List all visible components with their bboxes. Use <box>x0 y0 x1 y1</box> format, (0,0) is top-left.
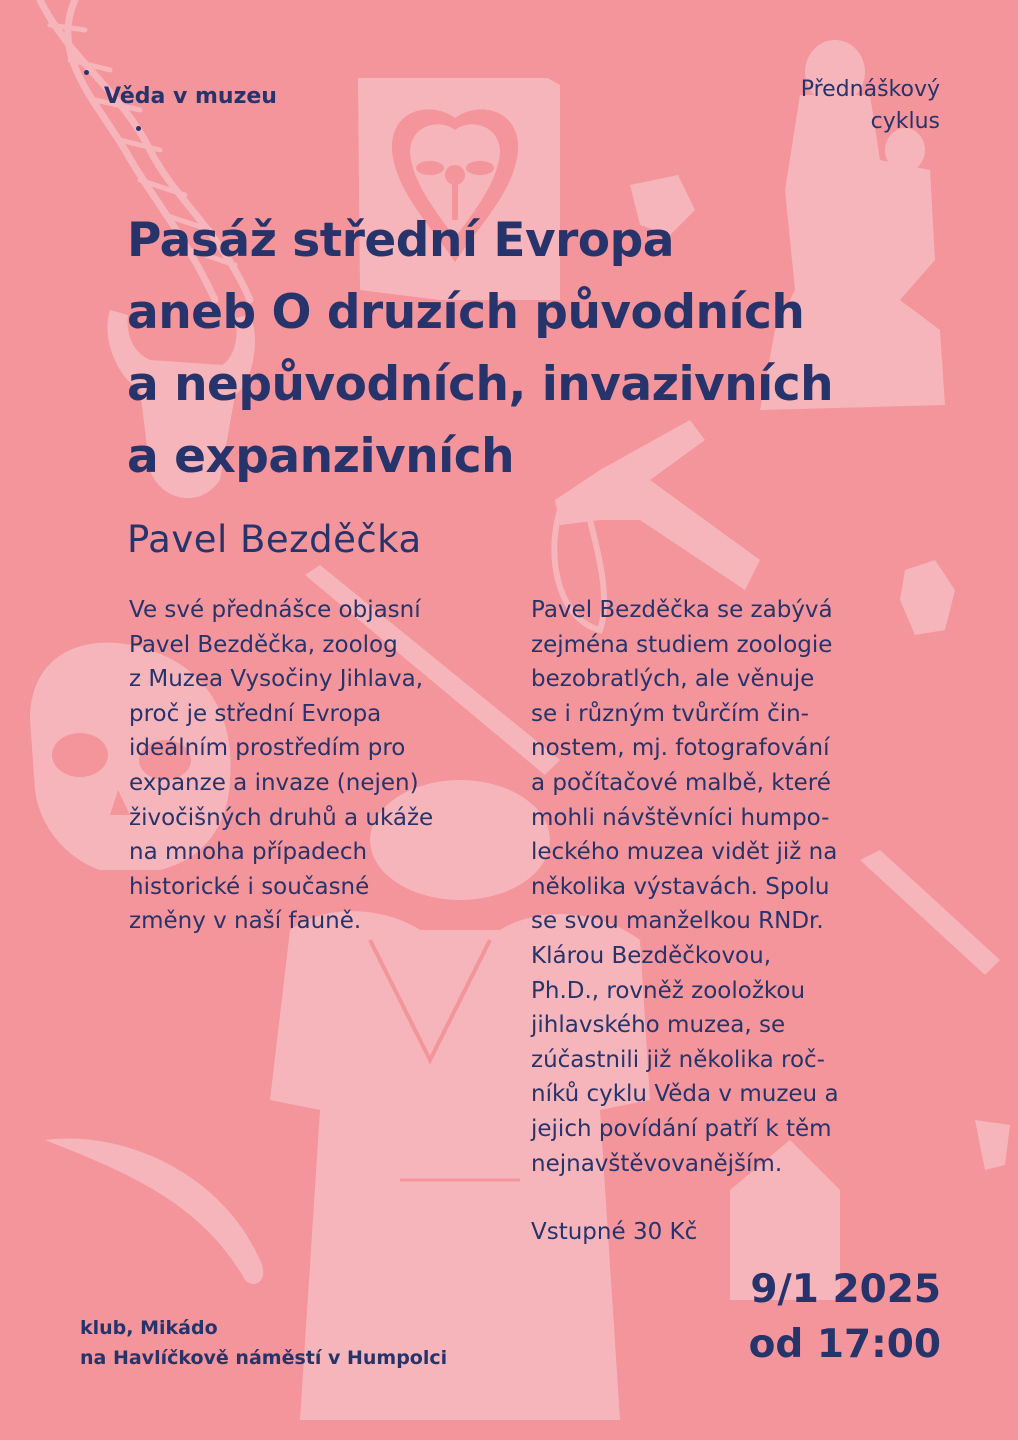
admission-price: Vstupné 30 Kč <box>531 1219 698 1245</box>
lecture-title <box>127 205 957 493</box>
text-line: jejich povídání patří k těm <box>531 1115 832 1142</box>
text-line: několika výstavách. Spolu <box>531 873 830 900</box>
text-line: jihlavského muzea, se <box>531 1012 786 1039</box>
text-line: Pavel Bezděčka, zoolog <box>129 631 398 658</box>
text-line: Ph.D., rovněž zooložkou <box>531 977 806 1004</box>
series-type-text: Přednáškový cyklus <box>800 77 940 134</box>
text-line: změny v naší fauně. <box>129 908 362 935</box>
bone-icon <box>860 850 1000 975</box>
text-line: mohli návštěvníci humpo- <box>531 804 830 831</box>
text-line: expanze a invaze (nejen) <box>129 769 419 796</box>
decorative-dot <box>136 126 141 131</box>
decorative-dot <box>84 70 89 75</box>
title-line: aneb O druzích původních <box>127 285 805 340</box>
text-line: leckého muzea vidět již na <box>531 839 838 866</box>
series-name: Věda v muzeu <box>104 84 277 109</box>
series-type <box>770 74 940 138</box>
text-line: nejnavštěvovanějším. <box>531 1150 783 1177</box>
text-line: Klárou Bezděčkovou, <box>531 942 772 969</box>
text-line: ideálním prostředím pro <box>129 735 406 762</box>
text-line: živočišných druhů a ukáže <box>129 804 434 831</box>
speaker-name: Pavel Bezděčka <box>127 518 422 561</box>
title-line: a expanzivních <box>127 429 515 484</box>
text-line: a počítačové malbě, které <box>531 769 831 796</box>
feather-icon <box>45 1139 263 1284</box>
text-line: Ve své přednášce objasní <box>129 597 421 623</box>
description-right <box>531 593 839 1181</box>
venue-line: klub, Mikádo <box>80 1317 218 1339</box>
text-line: na mnoha případech <box>129 839 368 866</box>
text-line: nostem, mj. fotografování <box>531 735 830 762</box>
event-date: 9/1 2025 <box>750 1267 941 1312</box>
tooth-icon <box>975 1120 1010 1170</box>
event-datetime <box>749 1262 941 1372</box>
text-line: historické i současné <box>129 873 370 900</box>
title-line: a nepůvodních, invazivních <box>127 357 834 412</box>
text-line: Pavel Bezděčka se zabývá <box>531 597 833 623</box>
text-line: zúčastnili již několika roč- <box>531 1046 825 1073</box>
title-line: Pasáž střední Evropa <box>127 213 674 268</box>
text-line: bezobratlých, ale věnuje <box>531 666 815 693</box>
event-time: od 17:00 <box>748 1322 941 1367</box>
text-line: proč je střední Evropa <box>129 700 382 727</box>
fragment-icon <box>900 560 955 635</box>
text-line: níků cyklu Věda v muzeu a <box>531 1081 839 1108</box>
text-line: z Muzea Vysočiny Jihlava, <box>129 666 424 693</box>
venue-line: na Havlíčkově náměstí v Humpolci <box>80 1347 448 1369</box>
venue <box>80 1313 447 1373</box>
text-line: se i různým tvůrčím čin- <box>531 700 809 727</box>
text-line: se svou manželkou RNDr. <box>531 908 824 935</box>
description-left <box>129 593 433 939</box>
text-line: zejména studiem zoologie <box>531 631 833 658</box>
